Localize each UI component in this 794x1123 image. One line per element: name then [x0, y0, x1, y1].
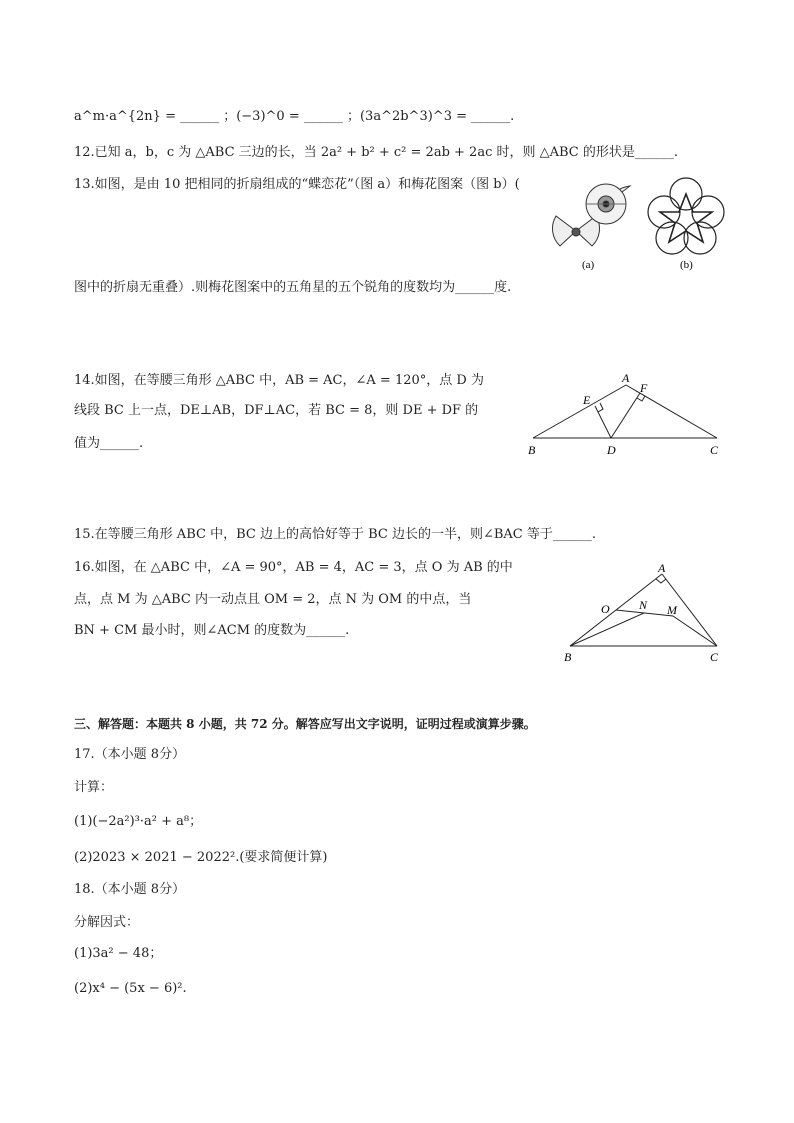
fig-label-b: (b)	[680, 259, 693, 271]
plum-blossom-figure-b	[648, 178, 724, 254]
question-14-line1	[74, 372, 484, 390]
q13-figure	[548, 176, 733, 276]
seg-BA	[533, 385, 626, 438]
seg-DE	[595, 406, 611, 438]
label-O16: O	[601, 602, 610, 616]
label-A: A	[622, 371, 630, 385]
q18-part2	[74, 980, 187, 998]
fig-label-a: (a)	[582, 259, 595, 271]
q16-text-line2: 点，点 M 为 △ABC 内一动点且 OM = 2，点 N 为 OM 的中点，当	[74, 592, 472, 607]
q14-figure	[520, 368, 730, 460]
q17-title	[74, 746, 185, 764]
seg-DF	[611, 393, 640, 438]
butterfly-fan-figure-a	[552, 184, 630, 246]
label-F: F	[640, 381, 648, 395]
label-E: E	[583, 393, 591, 407]
question-16-line1	[74, 559, 513, 577]
section-3-heading	[74, 715, 536, 733]
q18-part2-text: (2)x⁴ − (5x − 6)².	[74, 981, 187, 996]
q14-text-line2: 线段 BC 上一点，DE⊥AB，DF⊥AC，若 BC = 8，则 DE + DF 的	[74, 403, 479, 418]
q17-part1-text: (1)(−2a²)³·a² + a⁸；	[74, 814, 203, 829]
label-C: C	[710, 443, 719, 457]
q13-text-line1: 13.如图，是由 10 把相同的折扇组成的“蝶恋花”（图 a）和梅花图案（图 b）(	[74, 177, 520, 192]
q17-instruction	[74, 779, 113, 797]
q18-instruction	[74, 914, 139, 932]
q17-part2-text: (2)2023 × 2021 − 2022².(要求简便计算)	[74, 850, 328, 865]
label-M16: M	[667, 603, 677, 617]
question-12	[74, 144, 678, 162]
question-16-line2	[74, 591, 471, 609]
label-C16: C	[710, 650, 719, 664]
question-11	[74, 108, 514, 126]
question-13-line2	[74, 279, 511, 297]
right-angle-A16	[656, 579, 666, 583]
q17-part2	[74, 849, 327, 867]
section-3-heading-text: 三、解答题：本题共 8 小题，共 72 分。解答应写出文字说明，证明过程或演算步骤。	[74, 717, 536, 731]
label-A16: A	[658, 561, 666, 575]
question-13-line1	[74, 176, 520, 194]
q18-instr-text: 分解因式：	[74, 915, 140, 930]
question-14-line3	[74, 435, 143, 453]
q14-text-line3: 值为______.	[74, 436, 144, 451]
right-angle-E	[598, 403, 603, 412]
q18-title-text: 18.（本小题 8分）	[74, 882, 186, 897]
question-16-line3	[74, 622, 349, 640]
right-angle-F	[637, 396, 645, 401]
label-B16: B	[564, 650, 572, 664]
question-15	[74, 526, 596, 544]
q13-text-line2: 图中的折扇无重叠）.则梅花图案中的五角星的五个锐角的度数均为______度.	[74, 280, 512, 295]
q17-title-text: 17.（本小题 8分）	[74, 747, 186, 762]
label-D: D	[607, 443, 616, 457]
label-B: B	[528, 443, 536, 457]
q18-title	[74, 881, 185, 899]
q18-part1	[74, 945, 162, 963]
q15-text: 15.在等腰三角形 ABC 中，BC 边上的高恰好等于 BC 边长的一半，则∠BAC 等于______.	[74, 527, 596, 542]
q16-figure	[560, 560, 730, 668]
q11-text: a^m·a^{2n} = ______ ；(−3)^0 = ______ ；(3a^2b^3)^3 = ______.	[74, 109, 515, 124]
q16-text-line3: BN + CM 最小时，则∠ACM 的度数为______.	[74, 623, 350, 638]
q17-instr-text: 计算：	[74, 780, 114, 795]
q14-text-line1: 14.如图，在等腰三角形 △ABC 中，AB = AC，∠A = 120°，点 D 为	[74, 373, 484, 388]
question-14-line2	[74, 402, 478, 420]
q16-text-line1: 16.如图，在 △ABC 中，∠A = 90°，AB = 4，AC = 3，点 O 为 AB 的中	[74, 560, 513, 575]
q17-part1	[74, 813, 202, 831]
seg-CM	[673, 616, 717, 646]
label-N16: N	[639, 598, 648, 612]
q18-part1-text: (1)3a² − 48；	[74, 946, 163, 961]
seg-BN	[570, 613, 644, 646]
q12-text: 12.已知 a，b，c 为 △ABC 三边的长，当 2a² + b² + c² = 2ab + 2ac 时，则 △ABC 的形状是______.	[74, 145, 679, 160]
